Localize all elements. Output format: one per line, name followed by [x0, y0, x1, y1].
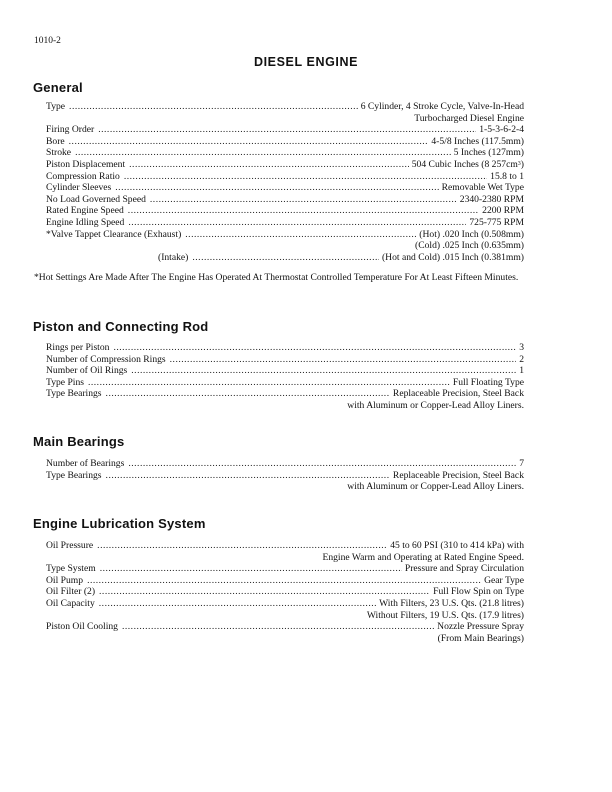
spec-value: Pressure and Spray Circulation — [404, 563, 524, 575]
spec-continuation: Engine Warm and Operating at Rated Engine Speed. — [322, 551, 524, 563]
spec-row-piston-displacement — [46, 159, 524, 171]
spec-row-valve-tappet-exhaust — [46, 229, 524, 241]
spec-label: Piston Oil Cooling — [46, 621, 118, 633]
spec-value: Replaceable Precision, Steel Back — [392, 469, 524, 481]
leader-dots — [106, 388, 390, 400]
spec-value: 45 to 60 PSI (310 to 414 kPa) with — [390, 540, 524, 551]
spec-row-type-system — [46, 563, 524, 575]
spec-label: Rings per Piston — [46, 342, 110, 353]
section-heading-piston: Piston and Connecting Rod — [33, 319, 209, 334]
leader-dots — [75, 147, 451, 159]
spec-label: Type Pins — [46, 376, 84, 388]
spec-row-valve-tappet-intake — [46, 252, 524, 264]
leader-dots — [98, 124, 476, 136]
spec-row-type — [46, 101, 524, 113]
spec-continuation: (From Main Bearings) — [437, 632, 524, 644]
spec-value: Nozzle Pressure Spray — [437, 621, 524, 633]
spec-label: Stroke — [46, 147, 72, 159]
spec-label: Piston Displacement — [46, 158, 126, 170]
spec-label: (Intake) — [158, 251, 189, 263]
spec-continuation: with Aluminum or Copper-Lead Alloy Liners. — [347, 399, 524, 411]
spec-row-rings-per-piston — [46, 342, 524, 354]
spec-value: Replaceable Precision, Steel Back — [392, 388, 524, 400]
leader-dots — [100, 563, 402, 575]
spec-list-piston — [46, 342, 524, 412]
leader-dots — [131, 365, 516, 377]
spec-row-oil-capacity — [46, 598, 524, 610]
leader-dots — [69, 136, 429, 148]
section-heading-lubrication: Engine Lubrication System — [33, 516, 206, 531]
leader-dots — [170, 354, 517, 366]
spec-row-cylinder-sleeves — [46, 182, 524, 194]
spec-label: Type Bearings — [46, 469, 102, 481]
spec-row-rated-engine-speed — [46, 205, 524, 217]
spec-value: (Hot) .020 Inch (0.508mm) — [419, 228, 524, 240]
spec-continuation: Turbocharged Diesel Engine — [414, 112, 524, 124]
leader-dots — [192, 252, 379, 264]
spec-value: 2200 RPM — [482, 205, 524, 217]
spec-label: Bore — [46, 135, 65, 147]
spec-value: 6 Cylinder, 4 Stroke Cycle, Valve-In-Head — [360, 101, 524, 112]
spec-row-firing-order — [46, 124, 524, 136]
leader-dots — [128, 458, 516, 470]
leader-dots — [129, 159, 409, 171]
spec-value: Removable Wet Type — [441, 182, 524, 194]
spec-value — [409, 159, 524, 171]
spec-value: Gear Type — [484, 574, 524, 586]
spec-label: Oil Pump — [46, 574, 84, 586]
superscript: 3 — [517, 160, 521, 167]
spec-label: Engine Idling Speed — [46, 216, 125, 228]
leader-dots — [128, 205, 479, 217]
spec-row-no-load-governed-speed — [46, 194, 524, 206]
spec-value: 725-775 RPM — [469, 216, 524, 228]
spec-continuation: (Cold) .025 Inch (0.635mm) — [415, 240, 524, 252]
spec-row-type-bearings — [46, 388, 524, 400]
spec-row-type-bearings — [46, 470, 524, 482]
spec-value: Full Flow Spin on Type — [433, 586, 524, 598]
spec-row-oil-pressure — [46, 540, 524, 552]
spec-label: Number of Bearings — [46, 458, 125, 469]
spec-value-suffix: ) — [520, 158, 524, 170]
spec-label: Oil Filter (2) — [46, 586, 96, 598]
leader-dots — [88, 377, 450, 389]
spec-value: 1 — [519, 365, 524, 377]
leader-dots — [150, 194, 457, 206]
spec-row-stroke — [46, 147, 524, 159]
spec-value: 1-5-3-6-2-4 — [479, 124, 524, 136]
spec-value: 7 — [519, 458, 524, 469]
spec-value: 2 — [519, 353, 524, 365]
spec-value: (Hot and Cold) .015 Inch (0.381mm) — [381, 251, 524, 263]
spec-value: 4-5/8 Inches (117.5mm) — [431, 135, 524, 147]
spec-value: 5 Inches (127mm) — [453, 147, 524, 159]
leader-dots — [97, 540, 387, 552]
spec-value: With Filters, 23 U.S. Qts. (21.8 litres) — [379, 597, 524, 609]
leader-dots — [69, 101, 358, 113]
spec-row-compression-ratio — [46, 171, 524, 183]
spec-row-oil-filter — [46, 586, 524, 598]
spec-list-general — [46, 101, 524, 263]
leader-dots — [106, 470, 390, 482]
spec-label: Number of Oil Rings — [46, 365, 128, 377]
leader-dots — [99, 586, 430, 598]
spec-label: Compression Ratio — [46, 170, 120, 182]
spec-value: Full Floating Type — [452, 376, 524, 388]
spec-row-engine-idling-speed — [46, 217, 524, 229]
spec-continuation: Without Filters, 19 U.S. Qts. (17.9 litres) — [366, 609, 524, 621]
leader-dots — [99, 598, 376, 610]
leader-dots — [115, 182, 438, 194]
page-number: 1010-2 — [34, 36, 61, 46]
spec-value: 15.8 to 1 — [490, 170, 524, 182]
leader-dots — [185, 229, 416, 241]
spec-label: Oil Capacity — [46, 597, 95, 609]
footnote: *Hot Settings Are Made After The Engine Has Operated At Thermostat Controlled Temperature For At Least Fifteen Minutes. — [34, 272, 519, 283]
section-heading-general: General — [33, 80, 83, 95]
spec-label: Type Bearings — [46, 388, 102, 400]
leader-dots — [124, 171, 487, 183]
spec-row-oil-pump — [46, 575, 524, 587]
spec-label: Rated Engine Speed — [46, 205, 124, 217]
spec-value: 2340-2380 RPM — [459, 193, 524, 205]
spec-label: Type — [46, 101, 66, 112]
leader-dots — [128, 217, 466, 229]
spec-list-lubrication — [46, 540, 524, 644]
spec-label: Type System — [46, 563, 96, 575]
spec-row-oil-rings — [46, 365, 524, 377]
spec-label: Oil Pressure — [46, 540, 94, 551]
spec-label: *Valve Tappet Clearance (Exhaust) — [46, 228, 182, 240]
spec-label: Firing Order — [46, 124, 95, 136]
leader-dots — [113, 342, 516, 354]
spec-row-type-pins — [46, 377, 524, 389]
spec-label: Cylinder Sleeves — [46, 182, 112, 194]
leader-dots — [122, 621, 434, 633]
spec-value: 3 — [519, 342, 524, 353]
page-title: DIESEL ENGINE — [253, 55, 359, 69]
spec-row-piston-oil-cooling — [46, 621, 524, 633]
spec-label: No Load Governed Speed — [46, 193, 146, 205]
section-heading-main-bearings: Main Bearings — [33, 434, 125, 449]
spec-label: Number of Compression Rings — [46, 353, 166, 365]
spec-continuation: with Aluminum or Copper-Lead Alloy Liners. — [347, 481, 524, 493]
spec-row-compression-rings — [46, 354, 524, 366]
spec-row-number-of-bearings — [46, 458, 524, 470]
leader-dots — [87, 575, 481, 587]
spec-list-main-bearings — [46, 458, 524, 493]
spec-value-text: 504 Cubic Inches (8 257cm — [411, 158, 518, 170]
spec-row-bore — [46, 136, 524, 148]
